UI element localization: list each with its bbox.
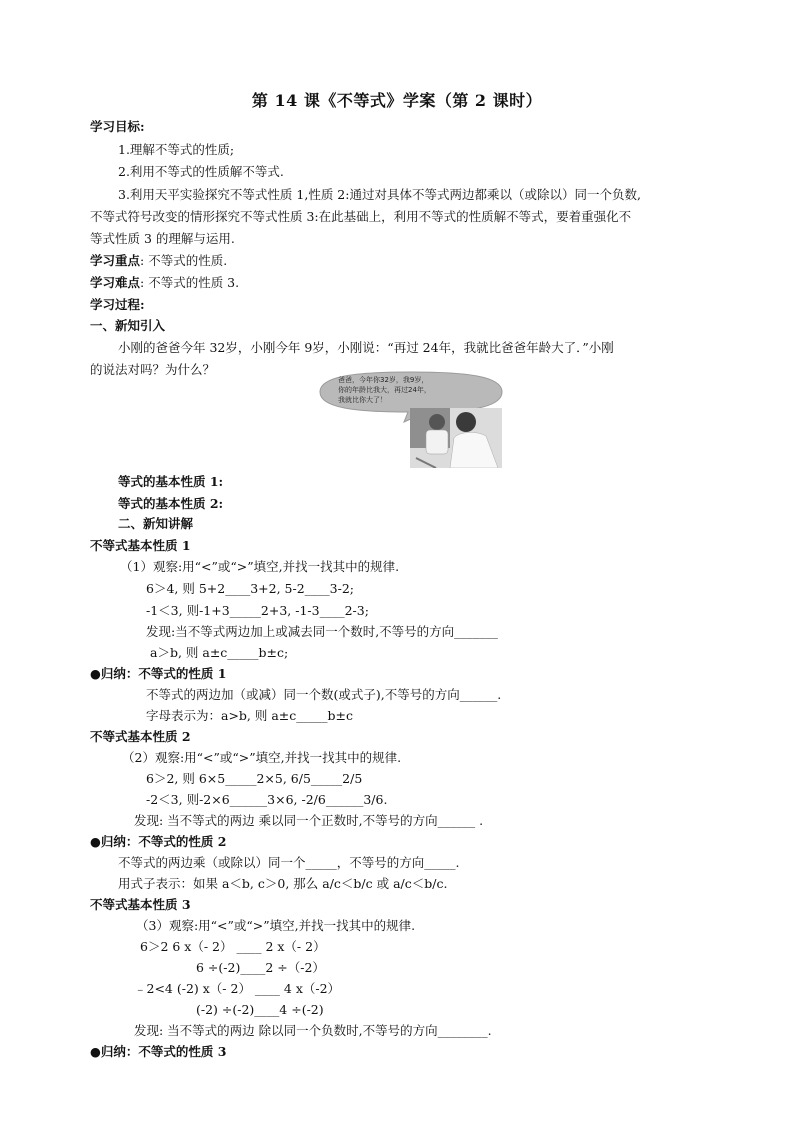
section1-para: 的说法对吗？为什么？ xyxy=(90,362,216,377)
bubble-text: 爸爸，今年你32岁，我9岁， xyxy=(338,376,429,384)
prop3-line: ﹣2<4 (-2) x（- 2） ____ 4 x（-2） xyxy=(134,981,341,996)
process-heading: 学习过程: xyxy=(90,297,145,312)
summary1-line: 字母表示为：a>b, 则 a±c_____b±c xyxy=(146,708,354,723)
father-head xyxy=(456,412,476,432)
child-head xyxy=(429,414,445,430)
prop2-observe: （2）观察:用“<”或“>”填空,并找一找其中的规律. xyxy=(122,750,402,765)
focus-label: 学习重点 xyxy=(90,253,141,268)
prop1-line: 发现:当不等式两边加上或减去同一个数时,不等号的方向_______ xyxy=(146,624,498,639)
difficulty-label: 学习难点 xyxy=(90,275,141,290)
prop1-observe: （1）观察:用“<”或“>”填空,并找一找其中的规律. xyxy=(120,559,400,574)
objective-item: 3.利用天平实验探究不等式性质 1,性质 2:通过对具体不等式两边都乘以（或除以）同一个负数, xyxy=(118,187,641,202)
prop2-line: -2＜3, 则-2×6______3×6, -2/6______3/6. xyxy=(146,792,388,807)
section1-heading: 一、新知引入 xyxy=(90,318,166,333)
equation-property-1: 等式的基本性质 1: xyxy=(118,474,224,489)
child-body xyxy=(426,430,448,454)
difficulty-text: : 不等式的性质 3. xyxy=(140,275,240,290)
summary2-line: 不等式的两边乘（或除以）同一个_____，不等号的方向_____. xyxy=(118,855,460,870)
summary2-line: 用式子表示：如果 a＜b, c＞0, 那么 a/c＜b/c 或 a/c＜b/c. xyxy=(118,876,448,891)
prop1-heading: 不等式基本性质 1 xyxy=(90,538,191,553)
focus-line xyxy=(90,253,227,269)
difficulty-line xyxy=(90,275,239,291)
objective-item: 等式性质 3 的理解与运用. xyxy=(90,231,235,246)
summary2-heading: ●归纳：不等式的性质 2 xyxy=(90,834,227,849)
objective-item: 1.理解不等式的性质; xyxy=(118,142,235,157)
prop2-line: 发现: 当不等式的两边 乘以同一个正数时,不等号的方向______ . xyxy=(134,813,484,828)
prop1-line: -1＜3, 则-1+3_____2+3, -1-3____2-3; xyxy=(146,603,369,618)
document-title: 第 14 课《不等式》学案（第 2 课时） xyxy=(251,91,543,110)
prop3-line: (-2) ÷(-2)____4 ÷(-2) xyxy=(196,1002,324,1017)
objective-item: 不等式符号改变的情形探究不等式性质 3:在此基础上，利用不等式的性质解不等式，要着重强化不 xyxy=(90,209,632,224)
bubble-text: 你的年龄比我大，再过24年， xyxy=(338,386,431,394)
prop3-line: 6 ÷(-2)____2 ÷（-2） xyxy=(196,960,325,975)
equation-property-2: 等式的基本性质 2: xyxy=(118,496,224,511)
prop2-heading: 不等式基本性质 2 xyxy=(90,729,191,744)
dialogue-illustration xyxy=(316,370,506,468)
prop1-line: a＞b, 则 a±c_____b±c; xyxy=(150,645,289,660)
section1-para: 小刚的爸爸今年 32岁，小刚今年 9岁，小刚说：“再过 24年，我就比爸爸年龄大了．”小刚 xyxy=(118,340,614,355)
bubble-text: 我就比你大了！ xyxy=(338,396,387,404)
prop3-observe: （3）观察:用“<”或“>”填空,并找一找其中的规律. xyxy=(136,918,416,933)
prop3-line: 发现: 当不等式的两边 除以同一个负数时,不等号的方向________. xyxy=(134,1023,492,1038)
prop3-heading: 不等式基本性质 3 xyxy=(90,897,191,912)
objective-item: 2.利用不等式的性质解不等式. xyxy=(118,164,284,179)
summary1-line: 不等式的两边加（或减）同一个数(或式子),不等号的方向______. xyxy=(146,687,502,702)
summary3-heading: ●归纳：不等式的性质 3 xyxy=(90,1044,227,1059)
prop3-line: 6＞2 6 x（- 2） ____ 2 x（- 2） xyxy=(140,939,326,954)
summary1-heading: ●归纳：不等式的性质 1 xyxy=(90,666,227,681)
focus-text: : 不等式的性质. xyxy=(140,253,228,268)
prop1-line: 6＞4, 则 5+2____3+2, 5-2____3-2; xyxy=(146,581,355,596)
section2-heading: 二、新知讲解 xyxy=(118,516,194,531)
objectives-heading: 学习目标: xyxy=(90,119,145,134)
prop2-line: 6＞2, 则 6×5_____2×5, 6/5_____2/5 xyxy=(146,771,363,786)
